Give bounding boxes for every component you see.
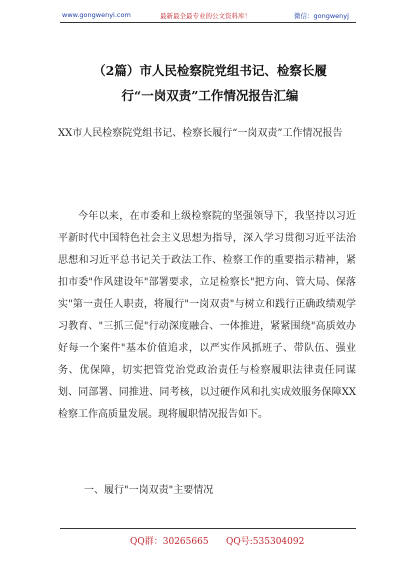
footer-divider	[60, 528, 356, 529]
header-slogan: 最新最全最专业的公文资料库！	[160, 12, 251, 20]
footer-qq-number: QQ号:535304092	[226, 537, 305, 547]
page-footer	[0, 528, 408, 580]
document-title: （2篇）市人民检察院党组书记、检察长履行“一岗双责”工作情况报告汇编	[93, 63, 327, 103]
section-heading: 一、履行"一岗双责"主要情况	[84, 485, 214, 496]
body-paragraph: 今年以来，在市委和上级检察院的坚强领导下，我坚持以习近平新时代中国特色社会主义思想为指导，深入学习贯彻习近平法治思想和习近平总书记关于政法工作、检察工作的重要指示精神，紧扣市委"作风建设年"部署要求，立足检察长"把方向、管大局、保落实"第一责任人职责，将履行"一岗双责"与树立和践行正确政绩观学习教育、"三抓三促"行动深度融合、一体推进，紧紧围绕"高质效办好每一个案件"基本价值追求，以严实作风抓班子、带队伍、强业务、优保障，切实把管党治党政治责任与检察履职法律责任同谋划、同部署、同推进、同考核，以过硬作风和扎实成效服务保障XX检察工作高质量发展。现将履职情况报告如下。	[58, 211, 356, 420]
document-subtitle: XX市人民检察院党组书记、检察长履行“一岗双责”工作情况报告	[58, 128, 343, 139]
header-website[interactable]: www.gongwenyi.com	[62, 11, 131, 19]
header-divider	[60, 22, 356, 23]
footer-qq-group: QQ群：30265665	[130, 537, 209, 547]
page-header	[0, 0, 408, 26]
header-wechat: 微信：gongwenyj	[294, 12, 349, 20]
